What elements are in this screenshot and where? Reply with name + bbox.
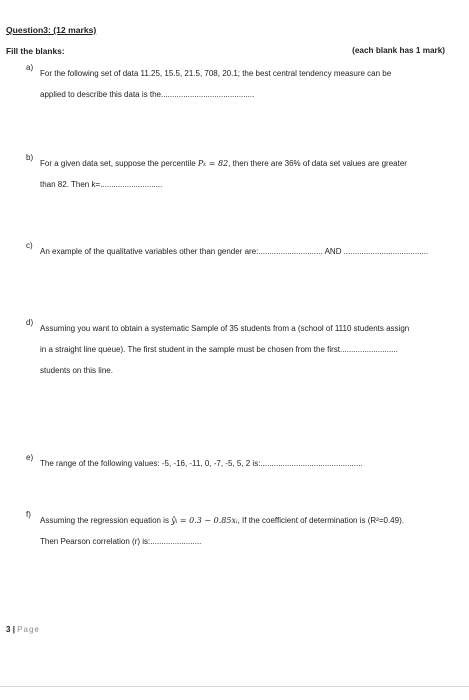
fill-blanks-label: Fill the blanks:	[6, 46, 65, 56]
question-e-label: e)	[26, 453, 34, 462]
question-a-line2: applied to describe this data is the..........................................	[40, 90, 255, 99]
question-e-line1: The range of the following values: -5, -16, -11, 0, -7, -5, 5, 2 is:..............................................	[40, 459, 363, 468]
page-word: Page	[17, 625, 40, 634]
question-a-line1: For the following set of data 11.25, 15.5, 21.5, 708, 20.1; the best central tendency measure can be	[40, 69, 392, 78]
bottom-divider	[0, 686, 469, 687]
question-c-label: c)	[26, 241, 33, 250]
question-title: Question3: (12 marks)	[6, 25, 97, 35]
question-f-text-b: , If the coefficient of determination is (R²=0.49).	[237, 516, 404, 525]
question-b-text-a: For a given data set, suppose the percentile	[40, 159, 196, 168]
question-b-line2: than 82. Then k=............................	[40, 180, 163, 189]
question-f-label: f)	[26, 510, 31, 519]
question-d-line3: students on this line.	[40, 366, 113, 375]
page-footer	[6, 625, 40, 634]
page-number: 3	[6, 625, 11, 634]
question-e	[26, 453, 456, 474]
question-d	[26, 318, 456, 381]
question-b	[26, 153, 456, 195]
question-f-text-a: Assuming the regression equation is	[40, 516, 169, 525]
question-f-line1	[40, 510, 456, 531]
question-f	[26, 510, 456, 552]
question-d-label: d)	[26, 318, 34, 327]
question-d-line2: in a straight line queue). The first student in the sample must be chosen from the first..........................	[40, 345, 398, 354]
question-b-line1	[40, 153, 456, 174]
question-f-line2: Then Pearson correlation (r) is:.......................	[40, 537, 202, 546]
marks-note: (each blank has 1 mark)	[352, 46, 445, 55]
question-b-math: Pₖ = 82	[197, 159, 229, 168]
question-a	[26, 63, 456, 105]
question-c-line1: An example of the qualitative variables other than gender are:............................. AND ......................................	[40, 247, 429, 256]
question-b-label: b)	[26, 153, 34, 162]
question-d-line1: Assuming you want to obtain a systematic Sample of 35 students from a (school of 1110 students assign	[40, 324, 410, 333]
question-a-label: a)	[26, 63, 34, 72]
question-b-text-b: , then there are 36% of data set values are greater	[228, 159, 407, 168]
question-c	[26, 241, 456, 262]
question-f-math: ŷᵢ = 0.3 − 0.85xᵢ	[171, 516, 238, 525]
page-separator: |	[12, 625, 15, 634]
